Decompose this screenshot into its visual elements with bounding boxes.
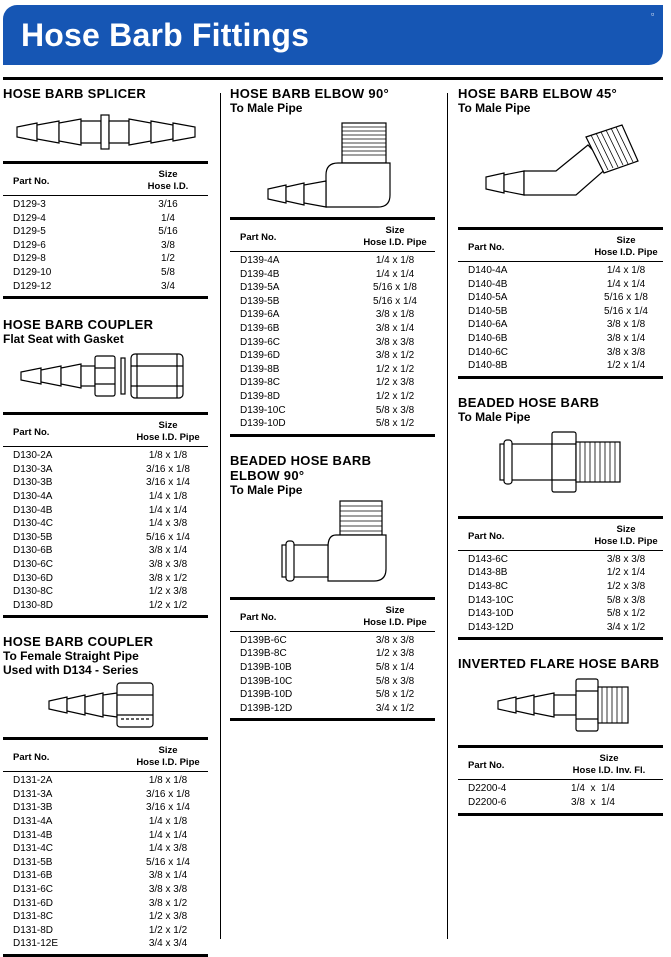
part-number: D129-6 xyxy=(13,239,46,251)
table-row xyxy=(3,599,208,613)
beaded-table xyxy=(458,516,663,641)
section-subtitle: To Male Pipe xyxy=(458,101,531,115)
part-number: D143-6C xyxy=(468,553,509,565)
part-number: D131-4B xyxy=(13,829,53,841)
section-elbow45 xyxy=(458,86,663,379)
part-number: D140-4A xyxy=(468,265,508,276)
col-size: Size xyxy=(616,523,636,535)
part-number: D2200-6 xyxy=(468,796,507,808)
part-number: D131-3A xyxy=(13,788,53,800)
table-row xyxy=(458,278,663,292)
table-row xyxy=(3,266,208,280)
size-value: 3/16 x 1/8 xyxy=(146,463,190,475)
table-row xyxy=(458,782,663,796)
splicer-rows xyxy=(3,196,208,296)
splicer-table xyxy=(3,161,208,299)
section-beaded xyxy=(458,395,663,641)
col-size-sub: Hose I.D. Pipe xyxy=(594,535,658,547)
table-row xyxy=(3,449,208,463)
table-row xyxy=(230,417,435,431)
size-value: 3/4 x 3/4 xyxy=(148,938,188,950)
section-coupler-female xyxy=(3,634,208,957)
size-value: 1/4 x 1/4 xyxy=(375,268,415,280)
table-row xyxy=(458,318,663,332)
size-value: 1/4 x 3/8 xyxy=(148,843,188,855)
elbow45-image xyxy=(458,115,663,217)
part-number: D139-10D xyxy=(240,418,286,430)
part-number: D140-4B xyxy=(468,278,508,290)
part-number: D139B-8C xyxy=(240,648,287,660)
part-number: D139-6B xyxy=(240,322,280,334)
table-row xyxy=(3,937,208,951)
table-row xyxy=(3,544,208,558)
size-value: 3/8 x 3/8 xyxy=(375,634,415,646)
table-row xyxy=(3,239,208,253)
table-row xyxy=(230,688,435,702)
col-part-no: Part No. xyxy=(240,232,277,243)
section-title: INVERTED FLARE HOSE BARB xyxy=(458,656,660,672)
part-number: D139-4B xyxy=(240,268,280,280)
part-number: D143-8B xyxy=(468,567,508,579)
part-number: D139B-12D xyxy=(240,702,293,714)
col-part-no: Part No. xyxy=(468,242,505,253)
table-row xyxy=(458,359,663,373)
size-value: 5/16 xyxy=(158,226,178,238)
size-value: 3/8 x 3/8 xyxy=(148,558,188,570)
banner-mark: ▫ xyxy=(651,9,655,19)
table-row xyxy=(230,363,435,377)
column-1 xyxy=(3,86,208,957)
column-divider-1 xyxy=(220,93,221,939)
size-value: 3/8 x 1/8 xyxy=(606,319,646,331)
table-row xyxy=(458,566,663,580)
size-value: 3/8 xyxy=(161,239,175,251)
part-number: D139-4A xyxy=(240,255,280,266)
part-number: D130-4B xyxy=(13,504,53,516)
section-title-2: ELBOW 90° xyxy=(230,467,305,483)
table-row xyxy=(3,842,208,856)
part-number: D130-5B xyxy=(13,531,53,543)
size-value: 5/8 x 1/2 xyxy=(606,608,646,620)
size-value: 1/4 x 1/8 xyxy=(148,490,188,502)
col-size-sub: Hose I.D. xyxy=(147,181,189,192)
table-row xyxy=(230,675,435,689)
table-row xyxy=(230,634,435,648)
size-value: 1/2 x 1/2 xyxy=(148,924,188,936)
table-row xyxy=(3,280,208,294)
part-number: D139B-10D xyxy=(240,689,293,701)
part-number: D131-12E xyxy=(13,938,59,950)
size-value: 1/2 x 3/8 xyxy=(606,580,646,592)
coupler-female-table xyxy=(3,737,208,957)
table-row xyxy=(3,212,208,226)
table-row xyxy=(230,647,435,661)
table-row xyxy=(230,349,435,363)
section-subtitle-2: Used with D134 - Series xyxy=(3,663,139,678)
part-number: D139B-10B xyxy=(240,661,292,673)
part-number: D140-6B xyxy=(468,332,508,344)
table-row xyxy=(458,607,663,621)
table-row xyxy=(3,924,208,938)
table-row xyxy=(230,322,435,336)
elbow90-image xyxy=(230,115,435,217)
size-value: 3/8 x 3/8 xyxy=(375,336,415,348)
size-value: 1/8 x 1/8 xyxy=(148,775,188,787)
table-row xyxy=(3,788,208,802)
size-value: 3/4 x 1/2 xyxy=(375,702,415,714)
coupler-female-rows xyxy=(3,772,208,954)
column-divider-2 xyxy=(447,93,448,939)
beaded-elbow90-image xyxy=(230,497,435,593)
top-rule xyxy=(3,77,663,80)
coupler-gasket-table xyxy=(3,412,208,618)
table-row xyxy=(230,254,435,268)
table-row xyxy=(3,225,208,239)
table-row xyxy=(3,198,208,212)
section-title: HOSE BARB ELBOW 45° xyxy=(458,86,617,101)
table-row xyxy=(3,856,208,870)
size-value: 5/8 x 1/2 xyxy=(375,418,415,430)
splicer-image xyxy=(3,101,208,161)
table-row xyxy=(3,476,208,490)
section-title: HOSE BARB ELBOW 90° xyxy=(230,86,389,101)
col-size: Size xyxy=(616,235,636,246)
part-number: D139-6D xyxy=(240,350,281,362)
table-row xyxy=(3,774,208,788)
column-3 xyxy=(458,86,663,816)
part-number: D139B-10C xyxy=(240,675,293,687)
size-value: 1/4 x 3/8 xyxy=(148,518,188,530)
section-splicer xyxy=(3,86,208,299)
part-number: D130-6C xyxy=(13,558,54,570)
part-number: D143-8C xyxy=(468,580,509,592)
part-number: D131-3B xyxy=(13,802,53,814)
part-number: D129-8 xyxy=(13,253,46,265)
size-value: 3/16 x 1/4 xyxy=(146,802,190,814)
table-row xyxy=(230,308,435,322)
part-number: D131-4C xyxy=(13,843,54,855)
table-row xyxy=(230,702,435,716)
part-number: D143-10C xyxy=(468,594,514,606)
table-row xyxy=(3,829,208,843)
table-row xyxy=(458,264,663,278)
part-number: D140-8B xyxy=(468,360,508,372)
col-size: Size xyxy=(158,420,178,432)
size-value: 1/4 x 1/4 xyxy=(571,783,615,795)
table-row xyxy=(458,621,663,635)
table-row xyxy=(230,336,435,350)
size-value: 1/2 x 1/2 xyxy=(148,599,188,611)
part-number: D130-8C xyxy=(13,586,54,598)
size-value: 1/2 x 1/4 xyxy=(606,360,646,372)
table-row xyxy=(230,376,435,390)
size-value: 3/8 x 1/4 xyxy=(148,870,188,882)
part-number: D143-12D xyxy=(468,621,514,633)
size-value: 1/4 x 1/4 xyxy=(606,278,646,290)
size-value: 3/8 x 1/4 xyxy=(148,545,188,557)
size-value: 3/8 x 1/2 xyxy=(375,350,415,362)
size-value: 1/2 x 3/8 xyxy=(148,586,188,598)
size-value: 5/8 x 3/8 xyxy=(375,404,415,416)
col-part-no: Part No. xyxy=(13,176,50,187)
size-value: 5/8 x 3/8 xyxy=(606,594,646,606)
beaded-rows xyxy=(458,551,663,638)
flare-table xyxy=(458,745,663,815)
size-value: 1/8 x 1/8 xyxy=(148,450,188,462)
column-2 xyxy=(230,86,435,721)
col-size: Size xyxy=(599,753,619,765)
size-value: 3/8 x 1/4 xyxy=(375,322,415,334)
table-row xyxy=(3,504,208,518)
table-row xyxy=(3,897,208,911)
col-size: Size xyxy=(158,745,178,757)
part-number: D140-5A xyxy=(468,292,508,304)
elbow45-rows xyxy=(458,262,663,376)
part-number: D130-4C xyxy=(13,518,54,530)
flare-rows xyxy=(458,780,663,812)
size-value: 1/4 xyxy=(161,212,175,224)
section-elbow90 xyxy=(230,86,435,437)
table-row xyxy=(3,910,208,924)
section-coupler-gasket xyxy=(3,317,208,618)
section-title: BEADED HOSE BARB xyxy=(230,452,372,468)
col-size-sub: Hose I.D. Pipe xyxy=(136,432,200,444)
col-part-no: Part No. xyxy=(13,427,50,439)
part-number: D139B-6C xyxy=(240,634,287,646)
table-row xyxy=(3,463,208,477)
part-number: D130-2A xyxy=(13,450,53,462)
size-value: 3/8 x 3/8 xyxy=(606,553,646,565)
size-value: 1/2 xyxy=(161,253,175,265)
section-title: HOSE BARB COUPLER xyxy=(3,317,154,333)
part-number: D130-6B xyxy=(13,545,53,557)
col-part-no: Part No. xyxy=(468,760,505,772)
size-value: 5/8 x 1/2 xyxy=(375,689,415,701)
section-subtitle: Flat Seat with Gasket xyxy=(3,332,124,347)
table-row xyxy=(3,869,208,883)
size-value: 1/4 x 1/4 xyxy=(148,504,188,516)
size-value: 5/16 x 1/4 xyxy=(373,295,417,307)
size-value: 3/8 x 1/4 xyxy=(571,796,615,808)
section-subtitle: To Male Pipe xyxy=(230,482,303,497)
size-value: 1/4 x 1/8 xyxy=(606,265,646,276)
col-part-no: Part No. xyxy=(468,530,505,542)
coupler-gasket-image xyxy=(3,346,208,404)
part-number: D140-5B xyxy=(468,305,508,317)
part-number: D131-6C xyxy=(13,884,54,896)
size-value: 1/4 x 1/8 xyxy=(148,816,188,828)
part-number: D129-3 xyxy=(13,199,46,210)
table-row xyxy=(3,558,208,572)
col-size-sub: Hose I.D. Pipe xyxy=(363,616,427,628)
table-row xyxy=(458,332,663,346)
size-value: 3/8 x 1/8 xyxy=(375,309,415,321)
elbow90-rows xyxy=(230,252,435,434)
size-value: 1/2 x 1/4 xyxy=(606,567,646,579)
section-flare xyxy=(458,656,663,815)
part-number: D130-3B xyxy=(13,477,53,489)
table-row xyxy=(458,580,663,594)
elbow90-table xyxy=(230,217,435,437)
size-value: 5/16 x 1/4 xyxy=(146,531,190,543)
size-value: 3/16 x 1/8 xyxy=(146,788,190,800)
size-value: 3/16 xyxy=(158,199,178,210)
table-row xyxy=(3,883,208,897)
col-size-sub: Hose I.D. Pipe xyxy=(594,247,658,258)
section-title: HOSE BARB COUPLER xyxy=(3,634,154,650)
col-size-sub: Hose I.D. Pipe xyxy=(136,757,200,769)
part-number: D131-6B xyxy=(13,870,53,882)
size-value: 5/16 x 1/4 xyxy=(146,856,190,868)
part-number: D129-5 xyxy=(13,226,46,238)
size-value: 3/8 x 3/8 xyxy=(606,346,646,358)
size-value: 5/8 x 3/8 xyxy=(375,675,415,687)
part-number: D131-4A xyxy=(13,816,53,828)
part-number: D139-8D xyxy=(240,390,281,402)
part-number: D129-12 xyxy=(13,280,52,292)
table-row xyxy=(230,404,435,418)
table-row xyxy=(3,585,208,599)
size-value: 3/8 x 3/8 xyxy=(148,884,188,896)
size-value: 1/4 x 1/8 xyxy=(375,255,415,266)
col-part-no: Part No. xyxy=(13,752,50,764)
table-row xyxy=(3,531,208,545)
size-value: 1/2 x 3/8 xyxy=(375,648,415,660)
part-number: D139-5A xyxy=(240,282,280,294)
col-size: Size xyxy=(385,604,405,616)
part-number: D131-8C xyxy=(13,911,54,923)
beaded-image xyxy=(458,424,663,510)
size-value: 3/4 x 1/2 xyxy=(606,621,646,633)
coupler-female-image xyxy=(3,677,208,731)
size-value: 5/16 x 1/8 xyxy=(373,282,417,294)
part-number: D139-5B xyxy=(240,295,280,307)
part-number: D130-4A xyxy=(13,490,53,502)
header-banner xyxy=(3,5,663,65)
part-number: D139-6C xyxy=(240,336,281,348)
table-row xyxy=(3,252,208,266)
table-row xyxy=(230,390,435,404)
size-value: 5/8 xyxy=(161,266,175,278)
beaded-elbow90-table xyxy=(230,597,435,722)
part-number: D131-8D xyxy=(13,924,54,936)
beaded-elbow90-rows xyxy=(230,632,435,719)
section-subtitle: To Male Pipe xyxy=(230,101,303,115)
part-number: D2200-4 xyxy=(468,783,507,795)
col-size: Size xyxy=(158,169,178,180)
table-row xyxy=(458,553,663,567)
flare-image xyxy=(458,671,663,735)
part-number: D129-4 xyxy=(13,212,46,224)
section-beaded-elbow90 xyxy=(230,453,435,722)
table-row xyxy=(230,268,435,282)
table-row xyxy=(3,815,208,829)
section-subtitle: To Male Pipe xyxy=(458,409,531,424)
table-row xyxy=(230,281,435,295)
table-row xyxy=(458,346,663,360)
size-value: 5/8 x 1/4 xyxy=(375,661,415,673)
part-number: D130-3A xyxy=(13,463,53,475)
section-title: BEADED HOSE BARB xyxy=(458,394,600,410)
col-size-sub: Hose I.D. Pipe xyxy=(363,237,427,248)
col-size-sub: Hose I.D. Inv. Fl. xyxy=(572,765,646,777)
size-value: 5/16 x 1/8 xyxy=(604,292,648,304)
coupler-gasket-rows xyxy=(3,447,208,615)
part-number: D143-10D xyxy=(468,608,514,620)
size-value: 3/8 x 1/2 xyxy=(148,572,188,584)
table-row xyxy=(458,796,663,810)
table-row xyxy=(3,490,208,504)
part-number: D130-8D xyxy=(13,599,54,611)
table-row xyxy=(458,291,663,305)
table-row xyxy=(230,295,435,309)
size-value: 1/2 x 1/2 xyxy=(375,390,415,402)
part-number: D139-6A xyxy=(240,309,280,321)
part-number: D139-10C xyxy=(240,404,286,416)
part-number: D140-6C xyxy=(468,346,509,358)
elbow45-table xyxy=(458,227,663,379)
part-number: D131-5B xyxy=(13,856,53,868)
part-number: D131-2A xyxy=(13,775,53,787)
size-value: 1/2 x 1/2 xyxy=(375,363,415,375)
section-subtitle: To Female Straight Pipe xyxy=(3,649,139,664)
col-part-no: Part No. xyxy=(240,611,277,623)
size-value: 3/8 x 1/4 xyxy=(606,332,646,344)
part-number: D130-6D xyxy=(13,572,54,584)
size-value: 5/16 x 1/4 xyxy=(604,305,648,317)
size-value: 1/2 x 3/8 xyxy=(375,377,415,389)
col-size: Size xyxy=(385,225,405,236)
size-value: 3/4 xyxy=(161,280,175,292)
part-number: D139-8B xyxy=(240,363,280,375)
part-number: D129-10 xyxy=(13,266,52,278)
section-title: HOSE BARB SPLICER xyxy=(3,86,147,101)
table-row xyxy=(458,305,663,319)
page-title: Hose Barb Fittings xyxy=(21,17,310,53)
size-value: 1/2 x 3/8 xyxy=(148,911,188,923)
table-row xyxy=(458,594,663,608)
size-value: 1/4 x 1/4 xyxy=(148,829,188,841)
table-row xyxy=(230,661,435,675)
size-value: 3/8 x 1/2 xyxy=(148,897,188,909)
table-row xyxy=(3,801,208,815)
table-row xyxy=(3,517,208,531)
part-number: D131-6D xyxy=(13,897,54,909)
table-row xyxy=(3,572,208,586)
part-number: D140-6A xyxy=(468,319,508,331)
size-value: 3/16 x 1/4 xyxy=(146,477,190,489)
part-number: D139-8C xyxy=(240,377,281,389)
